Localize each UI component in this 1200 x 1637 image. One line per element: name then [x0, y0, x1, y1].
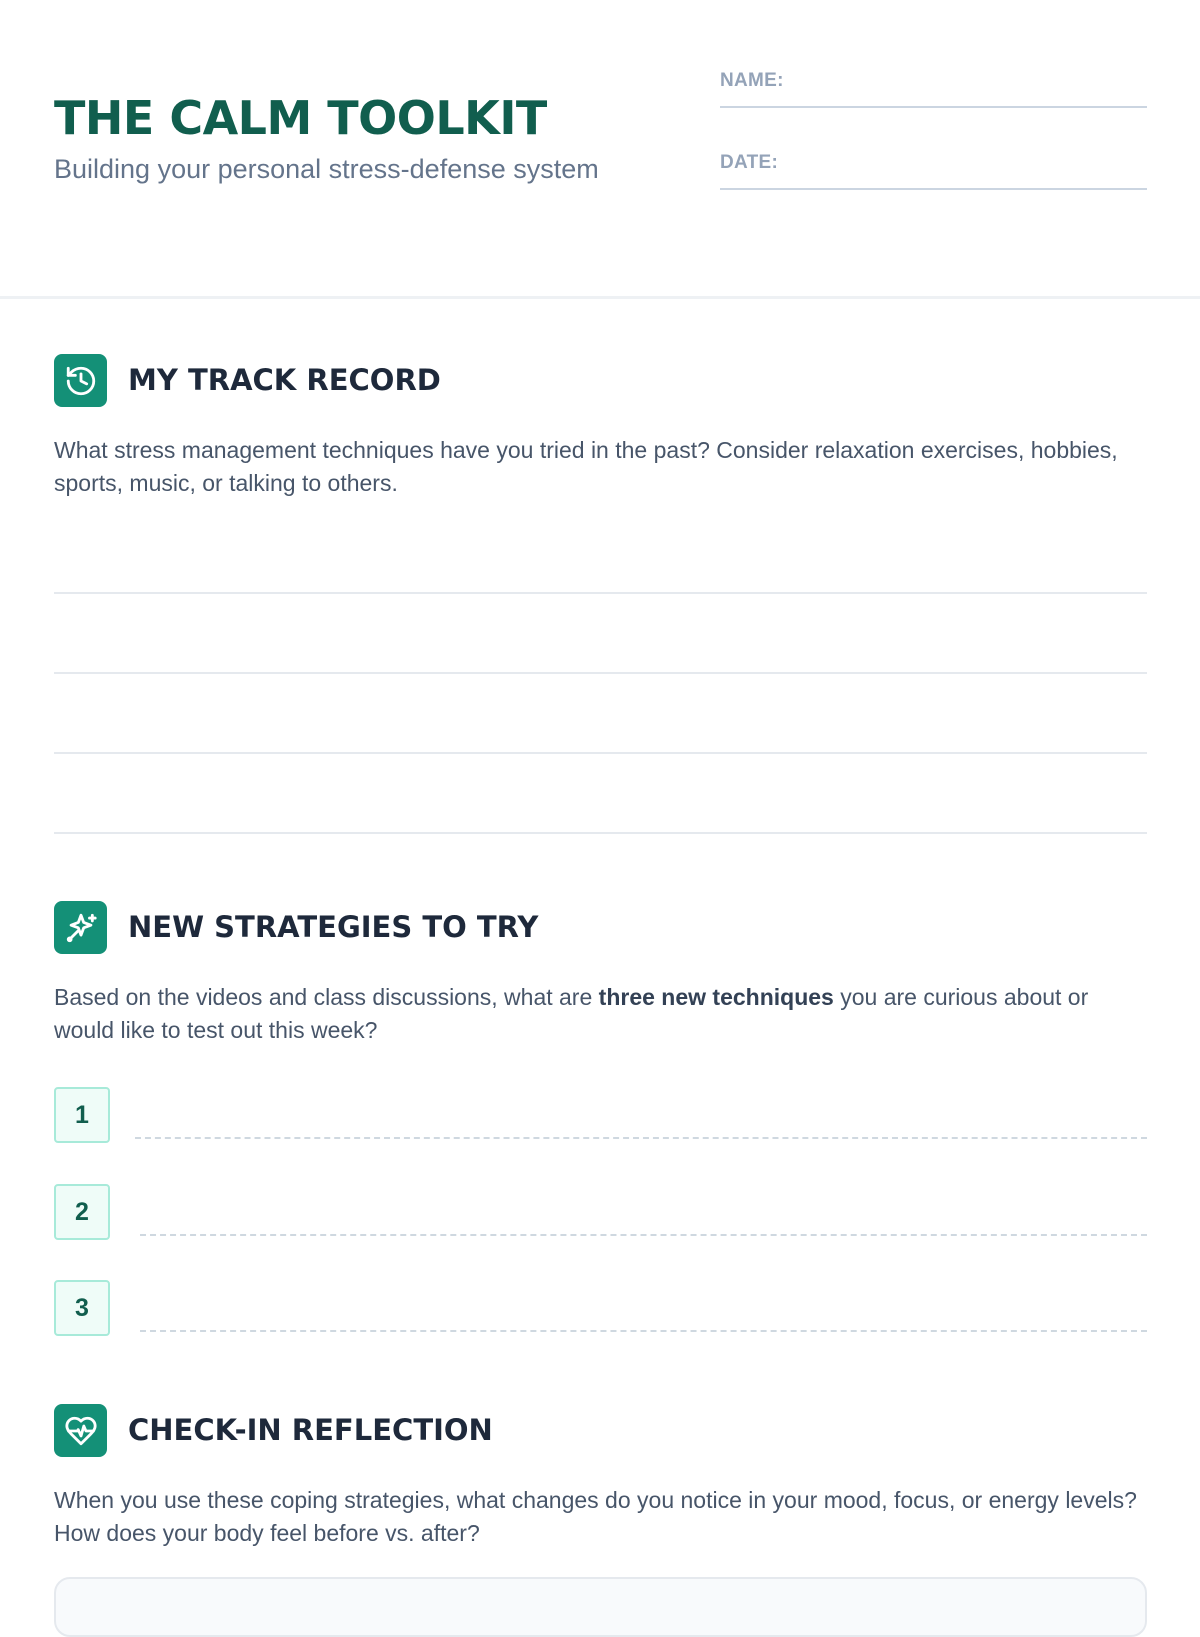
answer-line[interactable] [54, 832, 1147, 834]
page-subtitle: Building your personal stress-defense system [54, 154, 599, 184]
item-number-badge: 1 [54, 1087, 110, 1143]
answer-line[interactable] [54, 592, 1147, 594]
heart-pulse-icon [54, 1404, 107, 1457]
answer-line[interactable] [54, 752, 1147, 754]
history-icon [54, 354, 107, 407]
worksheet-header [0, 0, 1200, 299]
check-in-prompt: When you use these coping strategies, what changes do you notice in your mood, focus, or energy levels? How does your body feel before vs. after? [54, 1487, 1137, 1546]
sparkles-icon [54, 901, 107, 954]
track-record-prompt: What stress management techniques have you tried in the past? Consider relaxation exercises, hobbies, sports, music, or talking to others. [54, 437, 1118, 496]
name-label: NAME: [720, 70, 784, 91]
strategy-input-line[interactable] [135, 1137, 1147, 1139]
section-title-check-in: CHECK-IN REFLECTION [128, 1413, 493, 1447]
page-title: THE CALM TOOLKIT [54, 91, 547, 145]
answer-line[interactable] [54, 672, 1147, 674]
section-title-new-strategies: NEW STRATEGIES TO TRY [128, 910, 539, 944]
prompt-emphasis: three new techniques [598, 984, 834, 1010]
name-field[interactable] [720, 68, 1147, 108]
date-field[interactable] [720, 150, 1147, 190]
item-number-badge: 3 [54, 1280, 110, 1336]
item-number-badge: 2 [54, 1184, 110, 1240]
new-strategies-prompt: Based on the videos and class discussions, what are three new techniques you are curious about or would like to test out this week? [54, 984, 1089, 1043]
strategy-input-line[interactable] [140, 1234, 1147, 1236]
section-title-track-record: MY TRACK RECORD [128, 363, 441, 397]
strategy-input-line[interactable] [140, 1330, 1147, 1332]
date-label: DATE: [720, 152, 779, 173]
reflection-textarea[interactable] [54, 1577, 1147, 1637]
